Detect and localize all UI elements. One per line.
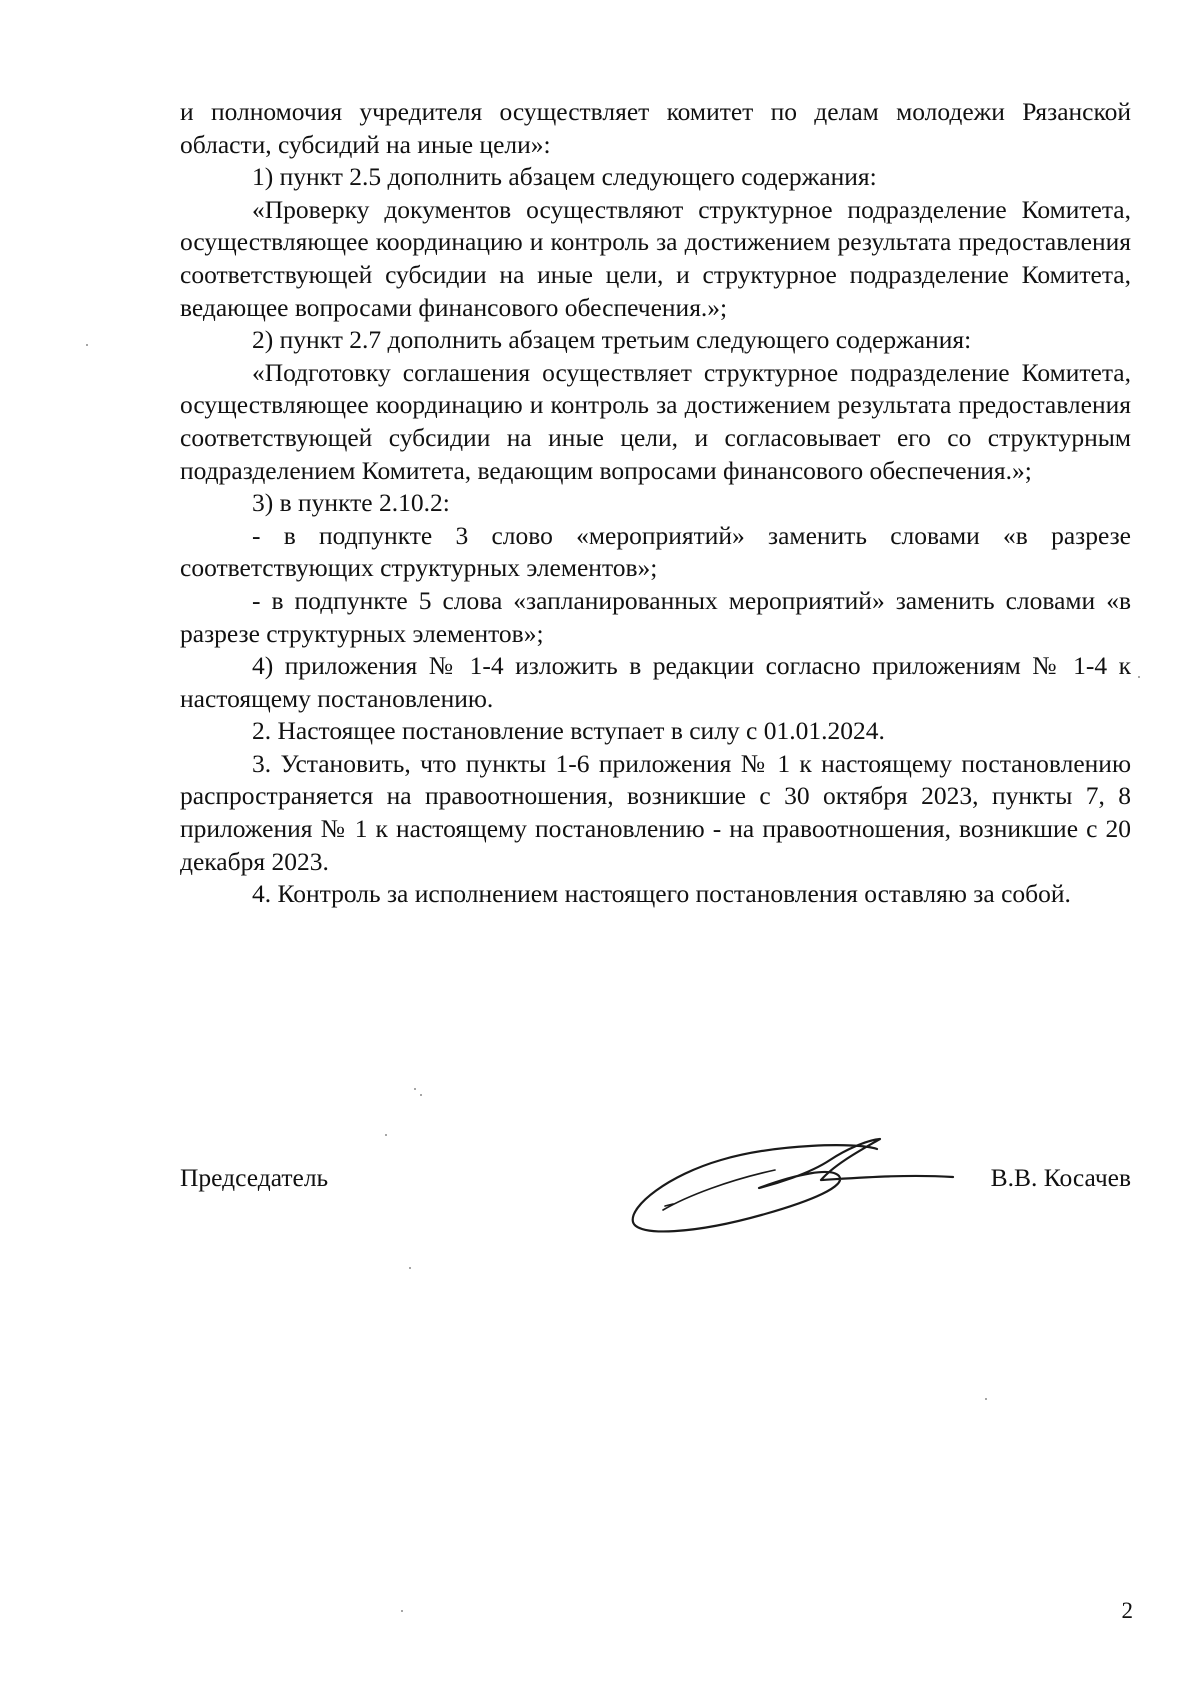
paragraph-item-4: 4) приложения № 1-4 изложить в редакции согласно приложениям № 1-4 к настоящему постановлению. bbox=[180, 651, 1131, 713]
scan-speck bbox=[414, 1088, 416, 1090]
paragraph-item-2-quote: «Подготовку соглашения осуществляет структурное подразделение Комитета, осуществляющее координацию и контроль за достижением результата предоставления соответствующей субсидии на иные цели, и согласовывает его со структурным подразделением Комитета, ведающим вопросами финансового обеспечения.»; bbox=[180, 357, 1131, 485]
paragraph-item-3: 3) в пункте 2.10.2: bbox=[252, 488, 450, 518]
document-body bbox=[180, 96, 1131, 911]
paragraph-item-2: 2) пункт 2.7 дополнить абзацем третьим следующего содержания: bbox=[252, 325, 972, 355]
paragraph-clause-3: 3. Установить, что пункты 1-6 приложения № 1 к настоящему постановлению распространяется на правоотношения, возникшие с 30 октября 2023, пункты 7, 8 приложения № 1 к настоящему постановлению - на правоотношения, возникшие с 20 декабря 2023. bbox=[180, 748, 1131, 876]
scan-speck bbox=[1138, 676, 1140, 678]
scan-speck bbox=[385, 1134, 387, 1136]
handwritten-signature bbox=[625, 1130, 965, 1240]
paragraph-item-1-quote: «Проверку документов осуществляют структурное подразделение Комитета, осуществляющее координацию и контроль за достижением результата предоставления соответствующей субсидии на иные цели, и структурное подразделение Комитета, ведающее вопросами финансового обеспечения.»; bbox=[180, 194, 1131, 322]
page-number: 2 bbox=[1121, 1598, 1133, 1623]
paragraph-clause-4: 4. Контроль за исполнением настоящего постановления оставляю за собой. bbox=[252, 879, 1071, 909]
scan-speck bbox=[985, 1398, 987, 1400]
scan-speck bbox=[409, 1267, 411, 1269]
paragraph-item-3-sub-3: - в подпункте 3 слово «мероприятий» заменить словами «в разрезе соответствующих структурных элементов»; bbox=[180, 520, 1131, 583]
scan-speck bbox=[86, 344, 88, 346]
paragraph-item-3-sub-5: - в подпункте 5 слова «запланированных мероприятий» заменить словами «в разрезе структурных элементов»; bbox=[180, 585, 1131, 648]
paragraph-clause-2: 2. Настоящее постановление вступает в силу с 01.01.2024. bbox=[252, 716, 885, 746]
scan-speck bbox=[420, 1094, 422, 1096]
signatory-name: В.В. Косачев bbox=[990, 1163, 1131, 1192]
paragraph-continuation: и полномочия учредителя осуществляет комитет по делам молодежи Рязанской области, субсидий на иные цели»: bbox=[180, 97, 1131, 159]
paragraph-item-1: 1) пункт 2.5 дополнить абзацем следующего содержания: bbox=[252, 162, 877, 192]
signatory-position: Председатель bbox=[180, 1163, 329, 1192]
scan-speck bbox=[401, 1610, 403, 1612]
